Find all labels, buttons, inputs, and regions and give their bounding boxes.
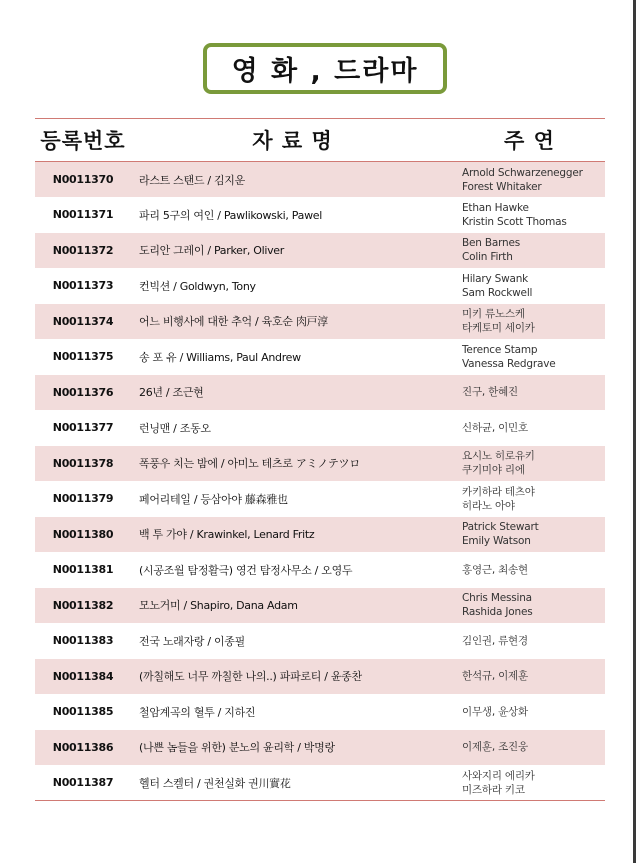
item-name-cell: 26년 / 조근현: [139, 386, 204, 400]
cast-name: Ben Barnes: [462, 237, 521, 250]
cast-cell: [454, 268, 605, 304]
item-name-cell: 컨빅션 / Goldwyn, Tony: [139, 279, 256, 293]
cast-name: Kristin Scott Thomas: [462, 215, 567, 228]
item-name-cell: 백 투 가야 / Krawinkel, Lenard Fritz: [139, 528, 315, 542]
cast-cell: [454, 410, 605, 446]
cast-name: 미즈하라 키코: [462, 783, 525, 796]
cast-name: Arnold Schwarzenegger: [462, 166, 583, 179]
cast-cell: [454, 233, 605, 269]
cast-cell: [454, 339, 605, 375]
item-name-cell: 모노거미 / Shapiro, Dana Adam: [139, 599, 298, 613]
cast-name: Patrick Stewart: [462, 521, 539, 534]
cast-name: 한석규, 이제훈: [462, 670, 528, 683]
table-row: [35, 375, 605, 411]
item-name-cell: 페어리테일 / 등삼아야 藤森雅也: [139, 492, 288, 506]
cast-name: 타케토미 세이카: [462, 322, 535, 335]
header-reg-no: 등록번호: [35, 119, 131, 162]
cast-cell: [454, 552, 605, 588]
item-name-cell: 전국 노래자랑 / 이종필: [139, 634, 245, 648]
cast-name: 요시노 히로유키: [462, 450, 535, 463]
cast-cell: [454, 446, 605, 482]
cast-name: Chris Messina: [462, 592, 532, 605]
cast-name: 미키 류노스케: [462, 308, 525, 321]
cast-cell: [454, 304, 605, 340]
table-row: [35, 694, 605, 730]
table-row: [35, 623, 605, 659]
item-name-cell: 헬터 스켈터 / 권천실화 권川實花: [131, 765, 454, 801]
cast-name: 카키하라 테츠야: [462, 485, 535, 498]
reg-number-cell: N0011376: [52, 385, 114, 399]
reg-number-cell: N0011380: [52, 527, 114, 541]
table-row: [35, 268, 605, 304]
item-name-cell: 도리안 그레이 / Parker, Oliver: [139, 244, 284, 258]
cast-name: 이무생, 윤상화: [462, 705, 528, 718]
cast-cell: [454, 588, 605, 624]
item-name-cell: 라스트 스탠드 / 김지운: [139, 173, 245, 187]
reg-number-cell: N0011379: [52, 492, 114, 506]
reg-number-cell: N0011373: [52, 279, 114, 293]
cast-name: 신하균, 이민호: [462, 421, 528, 434]
item-name-cell: 철암계곡의 혈투 / 지하진: [139, 705, 256, 719]
cast-cell: [454, 659, 605, 695]
table-row: [35, 765, 605, 801]
item-name-cell: 파리 5구의 여인 / Pawlikowski, Pawel: [139, 208, 322, 222]
table-row: [35, 339, 605, 375]
item-name-cell: 송 포 유 / Williams, Paul Andrew: [139, 350, 301, 364]
cast-name: Ethan Hawke: [462, 201, 529, 214]
table-row: [35, 659, 605, 695]
cast-name: Colin Firth: [462, 251, 513, 264]
reg-number-cell: N0011385: [52, 705, 114, 719]
cast-name: 쿠기미야 리에: [462, 464, 525, 477]
cast-name: Emily Watson: [462, 535, 531, 548]
table-row: [35, 304, 605, 340]
reg-number-cell: N0011387: [35, 765, 131, 801]
cast-name: 사와지리 에리카: [462, 769, 535, 782]
item-name-cell: 런닝맨 / 조동오: [139, 421, 211, 435]
cast-name: 히라노 아야: [462, 499, 515, 512]
cast-cell: [454, 481, 605, 517]
page-title: 영 화 , 드라마: [203, 43, 447, 94]
table-row: [35, 552, 605, 588]
cast-name: Hilary Swank: [462, 272, 529, 285]
cast-cell: [454, 623, 605, 659]
cast-name: Forest Whitaker: [462, 180, 542, 193]
table-row: [35, 446, 605, 482]
cast-name: Sam Rockwell: [462, 286, 533, 299]
cast-name: 진구, 한혜진: [462, 386, 518, 399]
cast-cell: [454, 765, 605, 801]
table-row: [35, 233, 605, 269]
movie-list-table: [35, 118, 605, 801]
header-item-name: 자 료 명: [131, 119, 454, 162]
item-name-cell: (나쁜 놈들을 위한) 분노의 윤리학 / 박명랑: [139, 741, 335, 755]
cast-cell: [454, 694, 605, 730]
cast-cell: [454, 375, 605, 411]
cast-name: 이제훈, 조진웅: [462, 741, 528, 754]
item-name-cell: 어느 비행사에 대한 추억 / 육호순 肉戸淳: [139, 315, 328, 329]
cast-name: 김인권, 류현경: [462, 634, 528, 647]
cast-cell: [454, 517, 605, 553]
item-name-cell: 폭풍우 치는 밤에 / 아미노 테츠로 アミノテツロ: [139, 457, 360, 471]
reg-number-cell: N0011372: [52, 243, 114, 257]
item-name-cell: (시공조월 탐정활극) 영건 탐정사무소 / 오영두: [139, 563, 353, 577]
reg-number-cell: N0011370: [52, 173, 114, 186]
reg-number-cell: N0011384: [52, 669, 114, 683]
cast-name: Rashida Jones: [462, 606, 533, 619]
table-row: [35, 481, 605, 517]
table-row: [35, 730, 605, 766]
cast-cell: [454, 730, 605, 766]
reg-number-cell: N0011381: [52, 563, 114, 577]
cast-cell: [454, 197, 605, 233]
table-body: [35, 162, 605, 801]
cast-name: Vanessa Redgrave: [462, 357, 556, 370]
reg-number-cell: N0011378: [52, 456, 114, 470]
table-row: [35, 410, 605, 446]
table-row: [35, 162, 605, 198]
cast-name: 홍영근, 최송현: [462, 563, 528, 576]
table-row: [35, 517, 605, 553]
reg-number-cell: N0011383: [52, 634, 114, 648]
table-header-row: [35, 119, 605, 162]
reg-number-cell: N0011375: [52, 350, 114, 364]
reg-number-cell: N0011382: [52, 598, 114, 612]
reg-number-cell: N0011386: [52, 740, 114, 754]
item-name-cell: (까칠해도 너무 까칠한 나의..) 파파로티 / 윤종찬: [139, 670, 362, 684]
header-cast: 주 연: [454, 119, 605, 162]
cast-cell: [454, 162, 605, 198]
reg-number-cell: N0011374: [52, 314, 114, 328]
table-row: [35, 588, 605, 624]
cast-name: Terence Stamp: [462, 343, 538, 356]
reg-number-cell: N0011377: [52, 421, 114, 435]
reg-number-cell: N0011371: [52, 208, 114, 222]
table-row: [35, 197, 605, 233]
